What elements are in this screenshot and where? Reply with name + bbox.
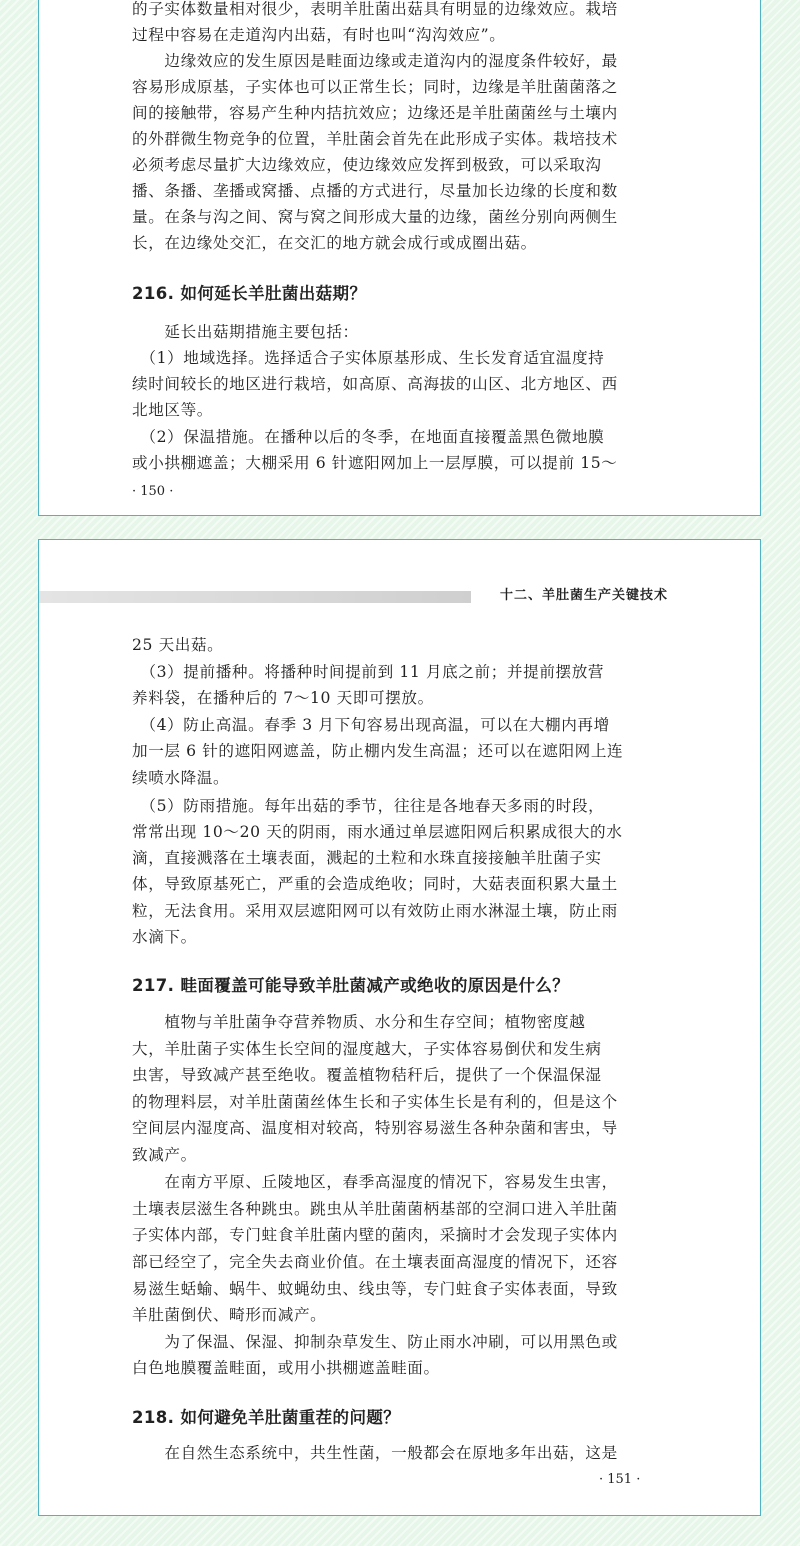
body-line: 25 天出菇。 xyxy=(132,636,224,654)
body-line: 养料袋，在播种后的 7～10 天即可摆放。 xyxy=(132,689,434,707)
body-line: 边缘效应的发生原因是畦面边缘或走道沟内的湿度条件较好，最 xyxy=(132,52,618,70)
body-line: （1）地域选择。选择适合子实体原基形成、生长发育适宜温度持 xyxy=(132,349,605,367)
body-line: 为了保温、保湿、抑制杂草发生、防止雨水冲刷，可以用黑色或 xyxy=(132,1333,618,1351)
body-line: 量。在条与沟之间、窝与窝之间形成大量的边缘，菌丝分别向两侧生 xyxy=(132,208,618,226)
page-number: · 150 · xyxy=(132,484,174,499)
body-line: 加一层 6 针的遮阳网遮盖，防止棚内发生高温；还可以在遮阳网上连 xyxy=(132,742,624,760)
body-line: 易滋生蛞蝓、蜗牛、蚊蝇幼虫、线虫等，专门蛀食子实体表面，导致 xyxy=(132,1280,618,1298)
body-line: （2）保温措施。在播种以后的冬季，在地面直接覆盖黑色微地膜 xyxy=(132,428,605,446)
body-line: 续喷水降温。 xyxy=(132,769,230,787)
book-page-150 xyxy=(38,0,761,516)
body-line: 土壤表层滋生各种跳虫。跳虫从羊肚菌菌柄基部的空洞口进入羊肚菌 xyxy=(132,1200,618,1218)
body-line: 大，羊肚菌子实体生长空间的湿度越大，子实体容易倒伏和发生病 xyxy=(132,1040,602,1058)
body-line: 容易形成原基，子实体也可以正常生长；同时，边缘是羊肚菌菌落之 xyxy=(132,78,618,96)
body-line: 空间层内湿度高、温度相对较高，特别容易滋生各种杂菌和害虫，导 xyxy=(132,1119,618,1137)
body-line: （3）提前播种。将播种时间提前到 11 月底之前；并提前摆放营 xyxy=(132,663,605,681)
body-line: 部已经空了，完全失去商业价值。在土壤表面高湿度的情况下，还容 xyxy=(132,1253,618,1271)
body-line: 水滴下。 xyxy=(132,928,197,946)
body-line: 滴，直接溅落在土壤表面，溅起的土粒和水珠直接接触羊肚菌子实 xyxy=(132,849,602,867)
body-line: 延长出菇期措施主要包括： xyxy=(132,323,359,341)
body-line: 常常出现 10～20 天的阴雨，雨水通过单层遮阳网后积累成很大的水 xyxy=(132,823,623,841)
body-line: 间的接触带，容易产生种内拮抗效应；边缘还是羊肚菌菌丝与土壤内 xyxy=(132,104,618,122)
body-line: 在自然生态系统中，共生性菌，一般都会在原地多年出菇，这是 xyxy=(132,1444,618,1462)
body-line: 过程中容易在走道沟内出菇，有时也叫“沟沟效应”。 xyxy=(132,26,506,44)
body-line: 体，导致原基死亡，严重的会造成绝收；同时，大菇表面积累大量土 xyxy=(132,875,618,893)
body-line: 续时间较长的地区进行栽培，如高原、高海拔的山区、北方地区、西 xyxy=(132,375,618,393)
body-line: 播、条播、垄播或窝播、点播的方式进行，尽量加长边缘的长度和数 xyxy=(132,182,618,200)
section-heading-218: 218. 如何避免羊肚菌重茬的问题？ xyxy=(132,1408,401,1427)
body-line: 必须考虑尽量扩大边缘效应，使边缘效应发挥到极致，可以采取沟 xyxy=(132,156,602,174)
body-line: 白色地膜覆盖畦面，或用小拱棚遮盖畦面。 xyxy=(132,1359,440,1377)
body-line: 或小拱棚遮盖；大棚采用 6 针遮阳网加上一层厚膜，可以提前 15～ xyxy=(132,454,618,472)
running-head: 十二、羊肚菌生产关键技术 xyxy=(499,588,668,603)
section-heading-217: 217. 畦面覆盖可能导致羊肚菌减产或绝收的原因是什么？ xyxy=(132,976,570,995)
body-line: 植物与羊肚菌争夺营养物质、水分和生存空间；植物密度越 xyxy=(132,1013,586,1031)
body-line: （5）防雨措施。每年出菇的季节，往往是各地春天多雨的时段， xyxy=(132,797,605,815)
body-line: 的子实体数量相对很少，表明羊肚菌出菇具有明显的边缘效应。栽培 xyxy=(132,0,618,18)
body-line: 的外群微生物竞争的位置，羊肚菌会首先在此形成子实体。栽培技术 xyxy=(132,130,618,148)
body-line: 粒，无法食用。采用双层遮阳网可以有效防止雨水淋湿土壤，防止雨 xyxy=(132,902,618,920)
body-line: 致减产。 xyxy=(132,1146,197,1164)
body-line: （4）防止高温。春季 3 月下旬容易出现高温，可以在大棚内再增 xyxy=(132,716,610,734)
body-line: 的物理料层，对羊肚菌菌丝体生长和子实体生长是有利的，但是这个 xyxy=(132,1093,618,1111)
body-line: 在南方平原、丘陵地区，春季高湿度的情况下，容易发生虫害， xyxy=(132,1173,618,1191)
body-line: 长，在边缘处交汇，在交汇的地方就会成行或成圈出菇。 xyxy=(132,234,537,252)
body-line: 羊肚菌倒伏、畸形而减产。 xyxy=(132,1306,327,1324)
book-page-151 xyxy=(38,539,761,1516)
header-rule xyxy=(39,591,471,603)
page-number: · 151 · xyxy=(599,1472,641,1487)
section-heading-216: 216. 如何延长羊肚菌出菇期？ xyxy=(132,284,367,303)
body-line: 子实体内部，专门蛀食羊肚菌内壁的菌肉，采摘时才会发现子实体内 xyxy=(132,1226,618,1244)
body-line: 北地区等。 xyxy=(132,401,213,419)
body-line: 虫害，导致减产甚至绝收。覆盖植物秸秆后，提供了一个保温保湿 xyxy=(132,1066,602,1084)
